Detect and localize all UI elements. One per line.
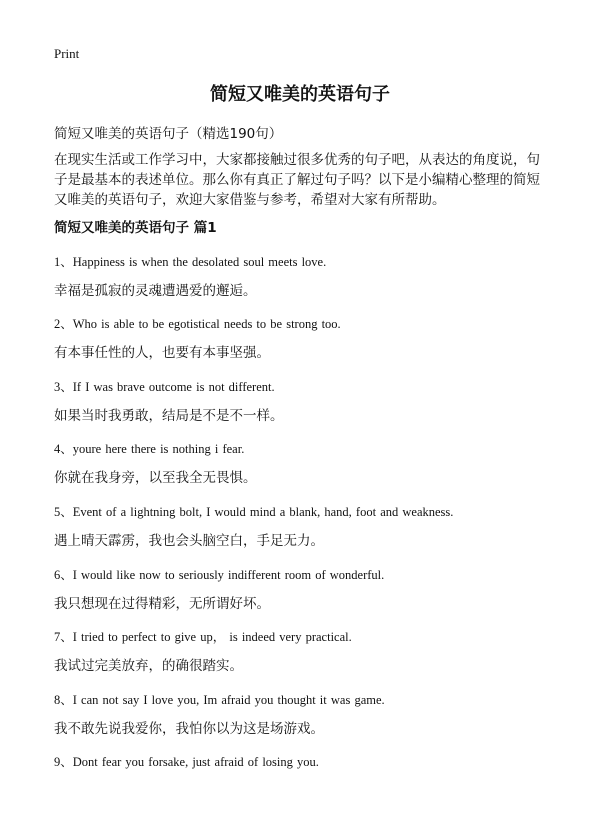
sentence-en-5: 5、Event of a lightning bolt, I would mind a blank, hand, foot and weakness.	[54, 505, 454, 519]
sentence-en-8: 8、I can not say I love you, Im afraid you thought it was game.	[54, 693, 385, 707]
section-heading: 简短又唯美的英语句子 篇1	[54, 220, 217, 236]
sentence-en-9: 9、Dont fear you forsake, just afraid of losing you.	[54, 755, 319, 769]
sentence-zh-5: 遇上晴天霹雳，我也会头脑空白，手足无力。	[54, 533, 324, 549]
sentence-en-2: 2、Who is able to be egotistical needs to be strong too.	[54, 317, 341, 331]
page-title: 简短又唯美的英语句子	[210, 84, 390, 105]
print-link[interactable]: Print	[54, 46, 80, 61]
intro-paragraph: 在现实生活或工作学习中，大家都接触过很多优秀的句子吧，从表达的角度说，句子是最基本的表述单位。那么你有真正了解过句子吗？以下是小编精心整理的简短又唯美的英语句子，欢迎大家借鉴与参考，希望对大家有所帮助。	[54, 152, 540, 208]
sentence-zh-6: 我只想现在过得精彩，无所谓好坏。	[54, 596, 270, 612]
sentence-zh-1: 幸福是孤寂的灵魂遭遇爱的邂逅。	[54, 283, 257, 299]
sentence-en-6: 6、I would like now to seriously indifferent room of wonderful.	[54, 568, 385, 582]
sentence-en-3: 3、If I was brave outcome is not different.	[54, 380, 275, 394]
sentence-zh-7: 我试过完美放弃，的确很踏实。	[54, 658, 243, 674]
sentence-zh-2: 有本事任性的人，也要有本事坚强。	[54, 345, 270, 361]
sentence-zh-4: 你就在我身旁，以至我全无畏惧。	[54, 470, 257, 486]
subtitle: 简短又唯美的英语句子（精选190句）	[54, 126, 283, 142]
sentence-en-4: 4、youre here there is nothing i fear.	[54, 442, 245, 456]
sentence-zh-3: 如果当时我勇敢，结局是不是不一样。	[54, 408, 284, 424]
sentence-en-1: 1、Happiness is when the desolated soul meets love.	[54, 255, 327, 269]
sentence-zh-8: 我不敢先说我爱你，我怕你以为这是场游戏。	[54, 721, 324, 737]
sentence-en-7: 7、I tried to perfect to give up， is indeed very practical.	[54, 630, 352, 644]
